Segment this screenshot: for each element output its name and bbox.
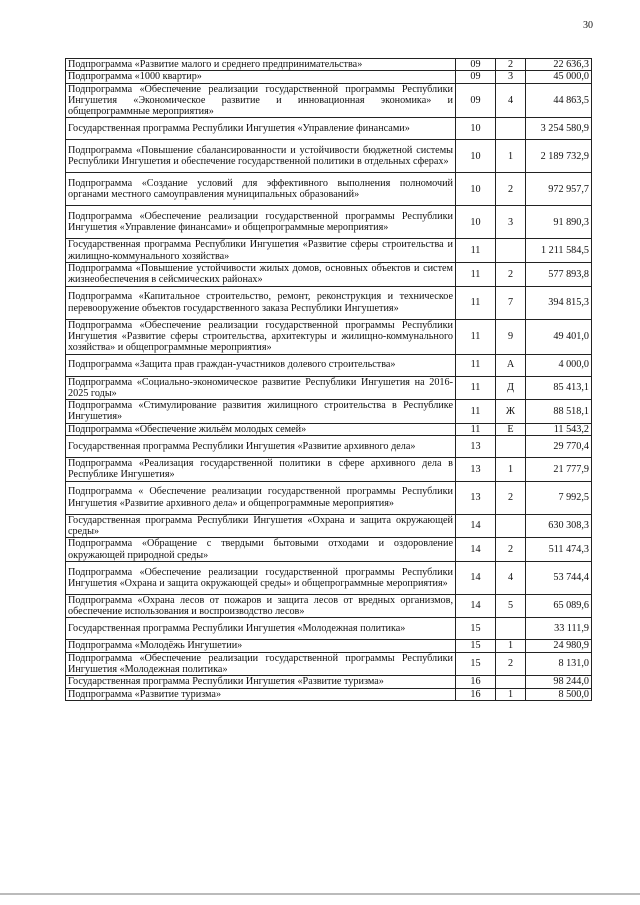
row-name: Государственная программа Республики Ингушетия «Молодежная политика» [66, 618, 456, 640]
row-subprogram-code: 2 [496, 59, 526, 71]
row-amount: 88 518,1 [526, 400, 592, 424]
page-number: 30 [583, 20, 593, 31]
table-row [66, 481, 592, 514]
row-subprogram-code: 1 [496, 458, 526, 482]
row-name: Подпрограмма «Обеспечение жильём молодых семей» [66, 423, 456, 435]
row-program-code: 11 [456, 263, 496, 287]
row-subprogram-code [496, 118, 526, 140]
row-subprogram-code: 4 [496, 83, 526, 118]
row-subprogram-code: 1 [496, 688, 526, 700]
row-amount: 972 957,7 [526, 173, 592, 206]
row-name: Подпрограмма «Молодёжь Ингушетии» [66, 640, 456, 652]
table-row [66, 436, 592, 458]
row-program-code: 11 [456, 400, 496, 424]
row-name: Государственная программа Республики Ингушетия «Развитие архивного дела» [66, 436, 456, 458]
row-subprogram-code [496, 239, 526, 263]
table-row [66, 458, 592, 482]
row-program-code: 16 [456, 688, 496, 700]
table-row [66, 173, 592, 206]
row-program-code: 11 [456, 423, 496, 435]
row-subprogram-code: 2 [496, 481, 526, 514]
row-subprogram-code: 1 [496, 640, 526, 652]
row-program-code: 11 [456, 286, 496, 319]
table-row [66, 206, 592, 239]
row-name: Подпрограмма «Развитие малого и среднего предпринимательства» [66, 59, 456, 71]
row-name: Подпрограмма «Обеспечение реализации государственной программы Республики Ингушетия «Развитие сферы строительства, архитектуры и жилищно-коммунального хозяйства» и общепрограммные мероприятия» [66, 319, 456, 354]
row-amount: 577 893,8 [526, 263, 592, 287]
table-row [66, 140, 592, 173]
row-name: Подпрограмма « Обеспечение реализации государственной программы Республики Ингушетия «Развитие архивного дела» и общепрограммные мероприятия» [66, 481, 456, 514]
table-row [66, 83, 592, 118]
row-name: Подпрограмма «Обращение с твердыми бытовыми отходами и оздоровление окружающей природной среды» [66, 538, 456, 562]
row-amount: 44 863,5 [526, 83, 592, 118]
table-row [66, 354, 592, 376]
row-name: Подпрограмма «Повышение сбалансированности и устойчивости бюджетной системы Республики Ингушетия и обеспечение государственной политики в отдельных сферах» [66, 140, 456, 173]
row-program-code: 14 [456, 561, 496, 594]
row-name: Подпрограмма «Развитие туризма» [66, 688, 456, 700]
row-subprogram-code: 1 [496, 140, 526, 173]
table-row [66, 688, 592, 700]
row-amount: 85 413,1 [526, 376, 592, 400]
row-name: Подпрограмма «Реализация государственной политики в сфере архивного дела в Республике Ингушетия» [66, 458, 456, 482]
row-subprogram-code: 9 [496, 319, 526, 354]
row-name: Подпрограмма «Обеспечение реализации государственной программы Республики Ингушетия «Охрана и защита окружающей среды» и общепрограммные мероприятия» [66, 561, 456, 594]
row-program-code: 11 [456, 376, 496, 400]
row-subprogram-code: 4 [496, 561, 526, 594]
row-name: Подпрограмма «Повышение устойчивости жилых домов, основных объектов и систем жизнеобеспечения в сейсмических районах» [66, 263, 456, 287]
row-name: Государственная программа Республики Ингушетия «Управление финансами» [66, 118, 456, 140]
row-subprogram-code [496, 514, 526, 538]
row-subprogram-code: 5 [496, 594, 526, 618]
row-amount: 24 980,9 [526, 640, 592, 652]
row-amount: 7 992,5 [526, 481, 592, 514]
budget-table [65, 58, 592, 701]
row-subprogram-code: 3 [496, 206, 526, 239]
row-amount: 49 401,0 [526, 319, 592, 354]
row-amount: 33 111,9 [526, 618, 592, 640]
table-row [66, 676, 592, 688]
table-row [66, 71, 592, 83]
row-program-code: 14 [456, 514, 496, 538]
budget-table-body [66, 59, 592, 701]
row-amount: 511 474,3 [526, 538, 592, 562]
row-program-code: 10 [456, 206, 496, 239]
row-amount: 11 543,2 [526, 423, 592, 435]
row-program-code: 15 [456, 652, 496, 676]
row-amount: 98 244,0 [526, 676, 592, 688]
page-bottom-edge [0, 893, 640, 895]
row-name: Подпрограмма «Капитальное строительство, ремонт, реконструкция и техническое перевооружение объектов государственного заказа Республики Ингушетия» [66, 286, 456, 319]
row-amount: 45 000,0 [526, 71, 592, 83]
row-program-code: 15 [456, 618, 496, 640]
table-row [66, 652, 592, 676]
table-row [66, 400, 592, 424]
row-program-code: 10 [456, 173, 496, 206]
row-program-code: 09 [456, 71, 496, 83]
row-name: Подпрограмма «Создание условий для эффективного выполнения полномочий органами местного самоуправления муниципальных образований» [66, 173, 456, 206]
row-program-code: 13 [456, 436, 496, 458]
row-subprogram-code [496, 436, 526, 458]
table-row [66, 423, 592, 435]
table-row [66, 640, 592, 652]
row-program-code: 11 [456, 354, 496, 376]
row-name: Подпрограмма «Социально-экономическое развитие Республики Ингушетия на 2016-2025 годы» [66, 376, 456, 400]
row-program-code: 13 [456, 458, 496, 482]
row-amount: 394 815,3 [526, 286, 592, 319]
table-row [66, 514, 592, 538]
row-amount: 8 131,0 [526, 652, 592, 676]
row-subprogram-code: 2 [496, 652, 526, 676]
row-program-code: 10 [456, 140, 496, 173]
row-subprogram-code: Е [496, 423, 526, 435]
table-row [66, 59, 592, 71]
table-row [66, 376, 592, 400]
row-name: Государственная программа Республики Ингушетия «Развитие сферы строительства и жилищно-коммунального хозяйства» [66, 239, 456, 263]
row-subprogram-code: 3 [496, 71, 526, 83]
table-row [66, 239, 592, 263]
row-amount: 4 000,0 [526, 354, 592, 376]
row-amount: 8 500,0 [526, 688, 592, 700]
row-name: Подпрограмма «1000 квартир» [66, 71, 456, 83]
row-amount: 22 636,3 [526, 59, 592, 71]
table-row [66, 319, 592, 354]
row-program-code: 09 [456, 59, 496, 71]
row-program-code: 16 [456, 676, 496, 688]
row-program-code: 14 [456, 538, 496, 562]
row-subprogram-code [496, 676, 526, 688]
table-row [66, 538, 592, 562]
row-amount: 1 211 584,5 [526, 239, 592, 263]
row-name: Подпрограмма «Охрана лесов от пожаров и защита лесов от вредных организмов, обеспечение использования и воспроизводство лесов» [66, 594, 456, 618]
row-name: Государственная программа Республики Ингушетия «Развитие туризма» [66, 676, 456, 688]
table-row [66, 263, 592, 287]
row-program-code: 11 [456, 239, 496, 263]
row-amount: 21 777,9 [526, 458, 592, 482]
row-program-code: 13 [456, 481, 496, 514]
row-name: Подпрограмма «Обеспечение реализации государственной программы Республики Ингушетия «Управление финансами» и общепрограммные мероприятия» [66, 206, 456, 239]
row-name: Подпрограмма «Обеспечение реализации государственной программы Республики Ингушетия «Молодежная политика» [66, 652, 456, 676]
row-subprogram-code: 7 [496, 286, 526, 319]
row-amount: 91 890,3 [526, 206, 592, 239]
table-row [66, 286, 592, 319]
table-row [66, 561, 592, 594]
row-subprogram-code: А [496, 354, 526, 376]
row-program-code: 09 [456, 83, 496, 118]
row-program-code: 15 [456, 640, 496, 652]
row-name: Государственная программа Республики Ингушетия «Охрана и защита окружающей среды» [66, 514, 456, 538]
row-amount: 29 770,4 [526, 436, 592, 458]
row-subprogram-code: 2 [496, 173, 526, 206]
row-subprogram-code [496, 618, 526, 640]
row-subprogram-code: Ж [496, 400, 526, 424]
row-amount: 65 089,6 [526, 594, 592, 618]
table-row [66, 594, 592, 618]
row-program-code: 10 [456, 118, 496, 140]
row-program-code: 14 [456, 594, 496, 618]
row-amount: 3 254 580,9 [526, 118, 592, 140]
row-amount: 630 308,3 [526, 514, 592, 538]
row-name: Подпрограмма «Обеспечение реализации государственной программы Республики Ингушетия «Экономическое развитие и инновационная экономика» и общепрограммные мероприятия» [66, 83, 456, 118]
row-subprogram-code: 2 [496, 263, 526, 287]
row-subprogram-code: Д [496, 376, 526, 400]
row-name: Подпрограмма «Стимулирование развития жилищного строительства в Республике Ингушетия» [66, 400, 456, 424]
table-row [66, 118, 592, 140]
table-row [66, 618, 592, 640]
row-amount: 2 189 732,9 [526, 140, 592, 173]
row-amount: 53 744,4 [526, 561, 592, 594]
row-subprogram-code: 2 [496, 538, 526, 562]
row-name: Подпрограмма «Защита прав граждан-участников долевого строительства» [66, 354, 456, 376]
row-program-code: 11 [456, 319, 496, 354]
